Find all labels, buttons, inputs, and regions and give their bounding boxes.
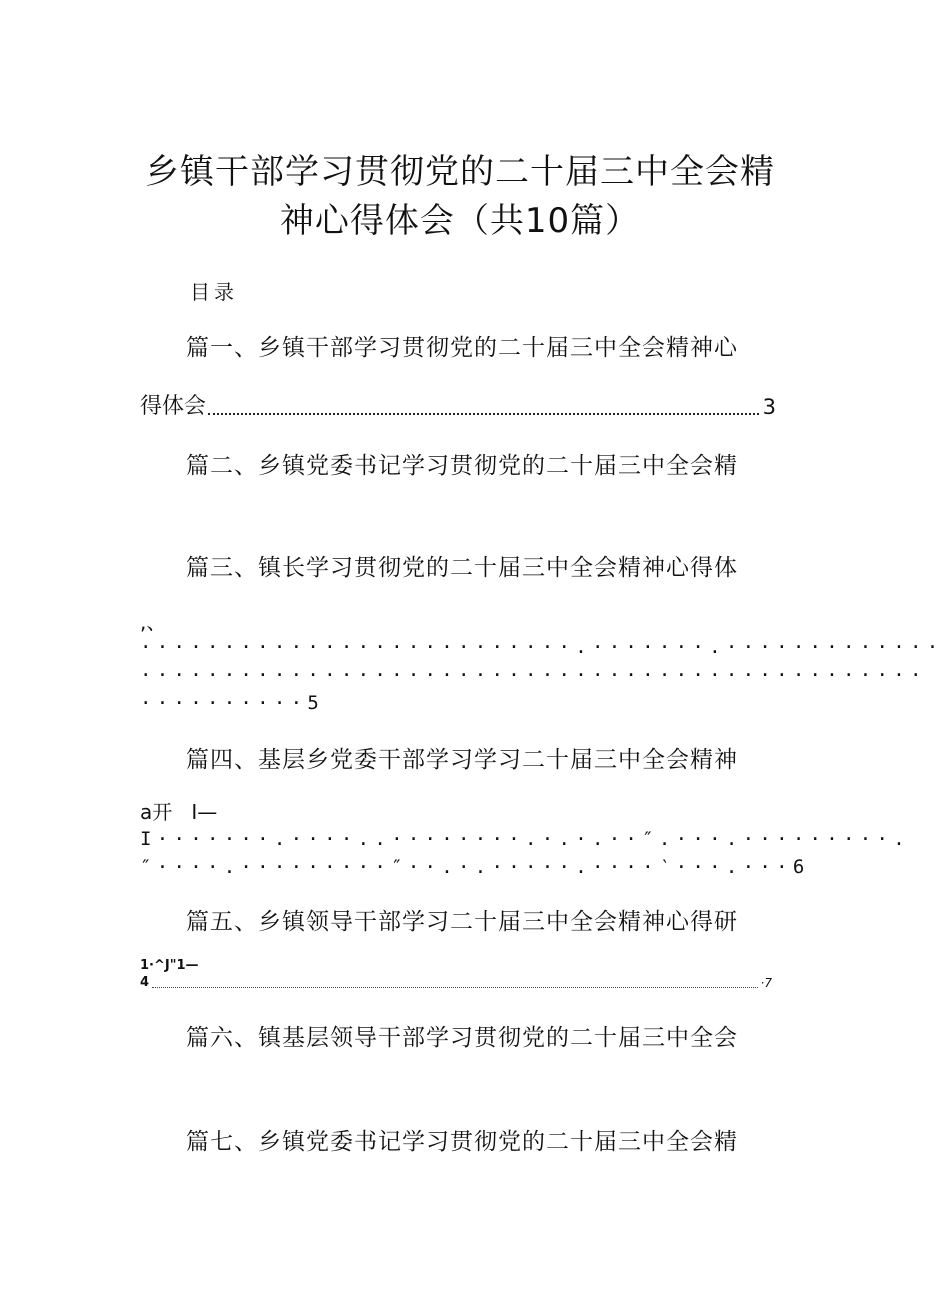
toc-entry-5-page: ·7 — [760, 976, 772, 990]
document-title-line-2: 神心得体会（共10篇） — [279, 201, 641, 241]
toc-entry-1-heading: 篇一、乡镇干部学习贯彻党的二十届三中全会精神心 — [186, 335, 738, 361]
toc-entry-5-continuation: 1·^J"1— — [140, 958, 199, 973]
toc-entry-4-dots-2: ″····.·········″··.·.·····.····‵···.···6 — [140, 856, 810, 878]
toc-entry-3-dots-1: ··························.·······.············· — [140, 636, 943, 658]
toc-entry-4-continuation: a开 I— — [140, 800, 218, 824]
toc-entry-3-heading: 篇三、镇长学习贯彻党的二十届三中全会精神心得体 — [186, 555, 738, 581]
dot-leader — [152, 987, 758, 988]
toc-entry-2-heading: 篇二、乡镇党委书记学习贯彻党的二十届三中全会精 — [186, 453, 738, 479]
toc-heading: 目录 — [190, 280, 238, 304]
toc-entry-5-lead: 4 — [140, 975, 150, 990]
toc-entry-3-dots-3: ··········5 — [140, 692, 325, 714]
toc-entry-1-continuation: 得体会 — [140, 394, 207, 419]
toc-entry-1-page: 3 — [762, 395, 776, 419]
toc-entry-5-leader-row — [140, 975, 772, 991]
document-title-line-1: 乡镇干部学习贯彻党的二十届三中全会精 — [145, 152, 775, 192]
toc-entry-6-heading: 篇六、镇基层领导干部学习贯彻党的二十届三中全会 — [186, 1025, 738, 1051]
toc-entry-3-dots-2: ··············································· — [140, 664, 927, 686]
dot-leader — [208, 413, 759, 415]
toc-entry-5-heading: 篇五、乡镇领导干部学习二十届三中全会精神心得研 — [186, 909, 738, 935]
toc-entry-4-heading: 篇四、基层乡党委干部学习学习二十届三中全会精神 — [186, 747, 738, 773]
toc-entry-1-leader-row — [140, 392, 776, 422]
toc-entry-7-heading: 篇七、乡镇党委书记学习贯彻党的二十届三中全会精 — [186, 1129, 738, 1155]
toc-entry-3-continuation: ,、 — [140, 610, 167, 634]
toc-entry-4-dots-1: I·······.····..········.·.·.··″.···.·········. — [140, 828, 910, 850]
